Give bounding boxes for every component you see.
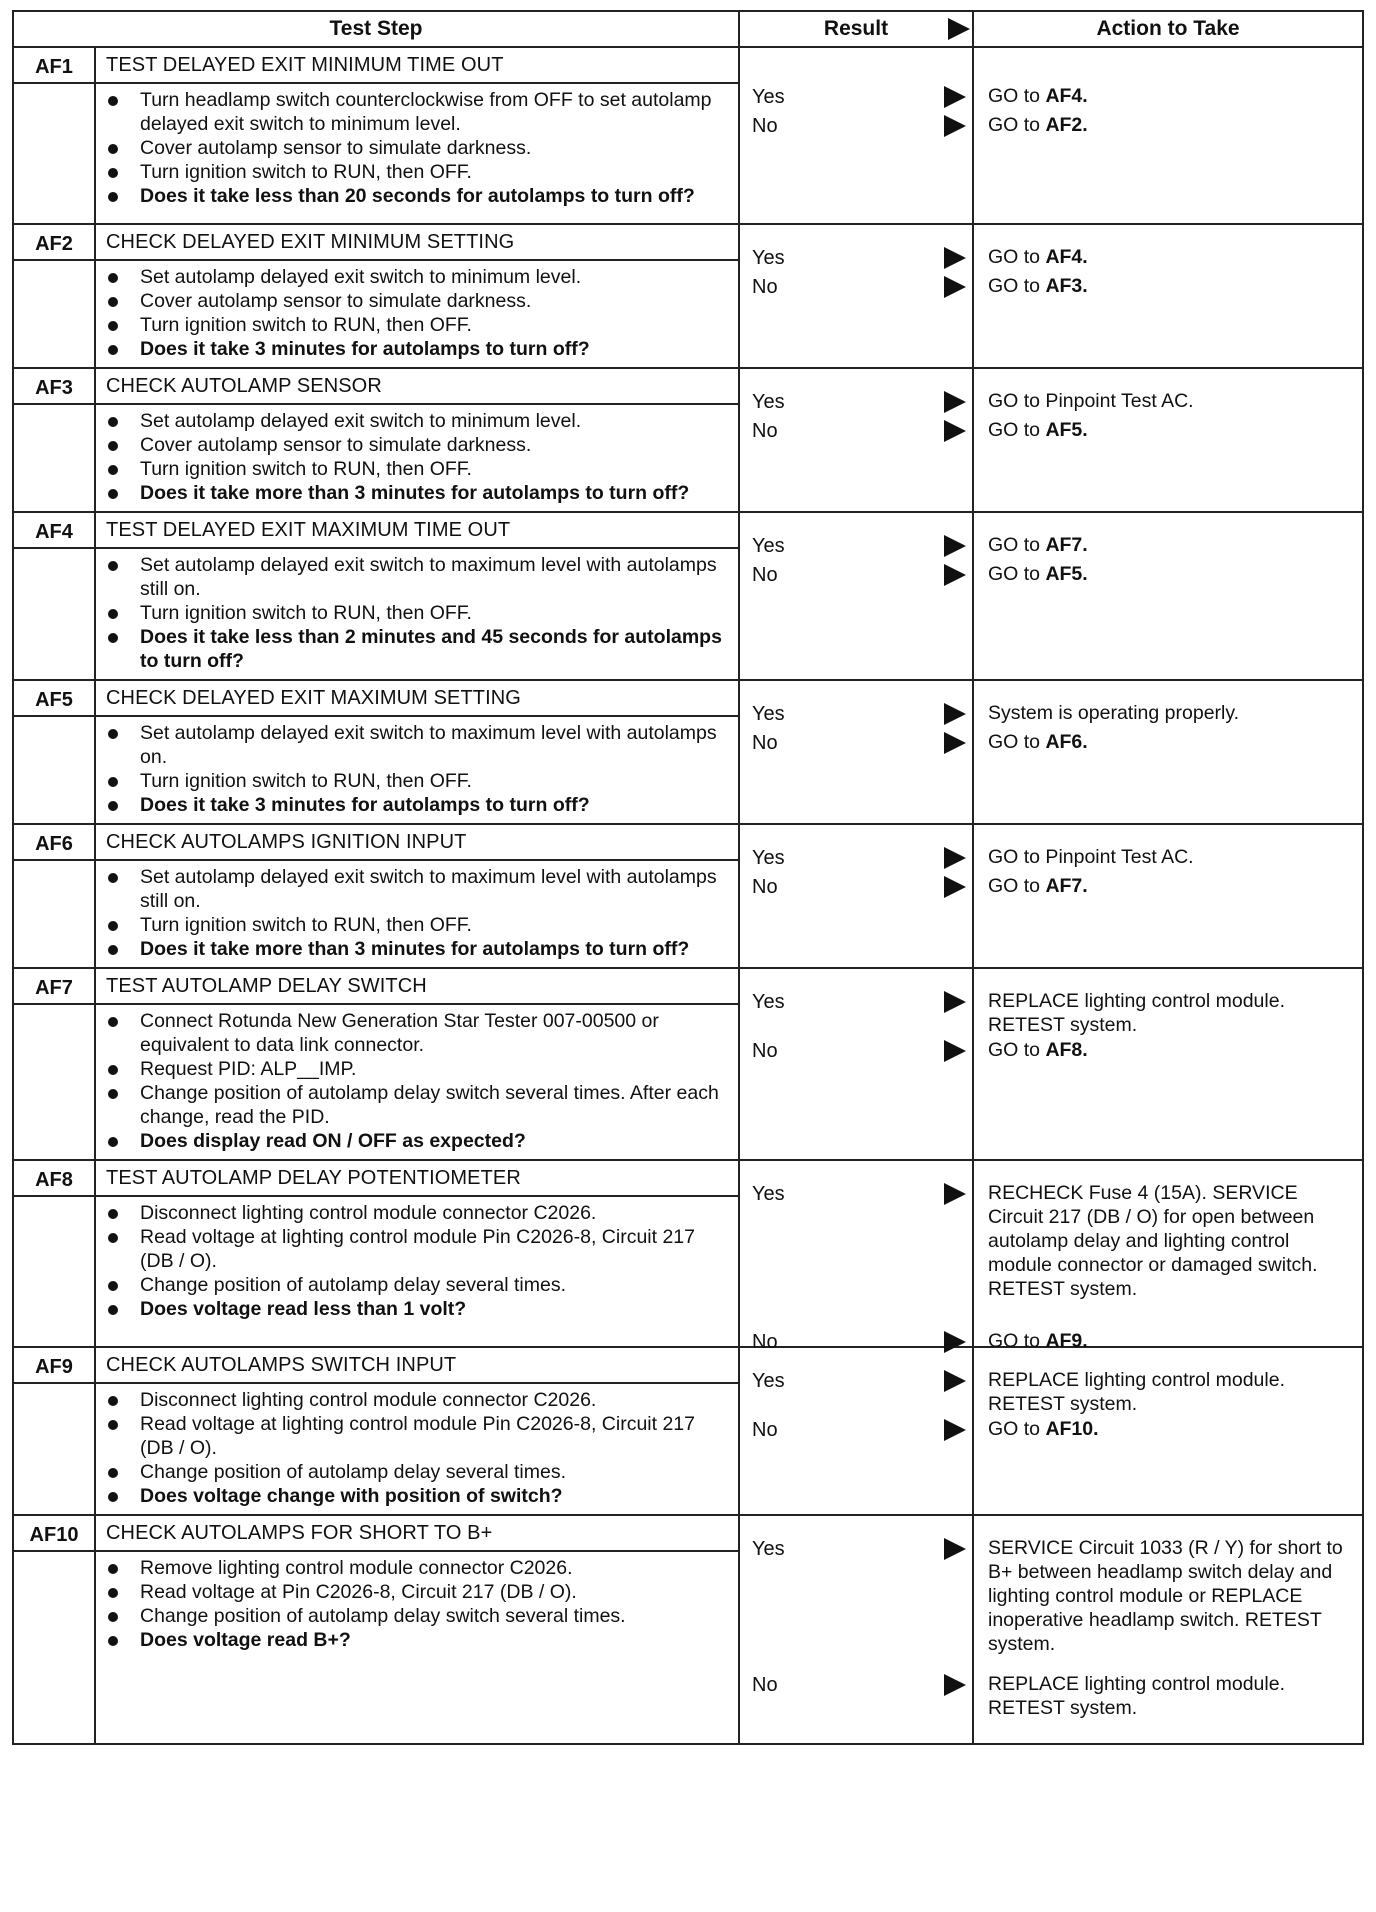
action-yes xyxy=(988,1181,1354,1301)
result-no-label: No xyxy=(752,1419,778,1441)
arrow-right-icon xyxy=(944,535,966,557)
step-title: CHECK DELAYED EXIT MAXIMUM SETTING xyxy=(96,681,738,717)
action-cell xyxy=(973,824,1363,968)
instruction-item: Connect Rotunda New Generation Star Tester 007-00500 or equivalent to data link connector. xyxy=(96,1009,728,1057)
arrow-right-icon xyxy=(944,876,966,898)
instruction-item: Set autolamp delayed exit switch to minimum level. xyxy=(96,409,728,433)
result-no-label: No xyxy=(752,276,778,298)
instruction-item: Turn ignition switch to RUN, then OFF. xyxy=(96,160,728,184)
instruction-item: Change position of autolamp delay switch several times. After each change, read the PID. xyxy=(96,1081,728,1129)
test-question: Does voltage read less than 1 volt? xyxy=(96,1297,728,1321)
result-yes-label: Yes xyxy=(752,703,785,725)
step-id-cell xyxy=(13,824,95,968)
instruction-list xyxy=(96,549,738,679)
action-no-step-ref: AF3. xyxy=(1045,275,1088,297)
result-no-label: No xyxy=(752,420,778,442)
pinpoint-test-table xyxy=(12,10,1364,1745)
action-no-text: GO to xyxy=(988,731,1046,753)
arrow-right-icon xyxy=(944,247,966,269)
step-id-cell xyxy=(13,968,95,1160)
test-step-row xyxy=(13,47,1363,224)
result-no xyxy=(752,420,968,450)
test-question: Does voltage read B+? xyxy=(96,1628,728,1652)
action-no xyxy=(988,562,1354,586)
result-yes xyxy=(752,1183,968,1213)
action-no-text: GO to xyxy=(988,1330,1046,1352)
step-body-cell xyxy=(95,47,739,224)
step-id: AF5 xyxy=(35,689,73,711)
instruction-item: Turn headlamp switch counterclockwise from OFF to set autolamp delayed exit switch to minimum level. xyxy=(96,88,728,136)
step-id: AF2 xyxy=(35,233,73,255)
arrow-right-icon xyxy=(944,1538,966,1560)
instruction-list xyxy=(96,261,738,367)
instruction-item: Cover autolamp sensor to simulate darkness. xyxy=(96,136,728,160)
action-yes-text: GO to Pinpoint Test AC. xyxy=(988,390,1194,412)
result-no-label: No xyxy=(752,1674,778,1696)
arrow-right-icon xyxy=(944,564,966,586)
result-cell xyxy=(739,1515,973,1744)
action-yes-step-ref: AF4. xyxy=(1045,85,1088,107)
result-no xyxy=(752,1674,968,1704)
instruction-item: Set autolamp delayed exit switch to maximum level with autolamps still on. xyxy=(96,553,728,601)
action-yes-text: REPLACE lighting control module. RETEST system. xyxy=(988,990,1285,1036)
diagnostic-sheet xyxy=(12,10,1362,1902)
arrow-right-icon xyxy=(944,847,966,869)
action-cell xyxy=(973,1160,1363,1352)
action-no xyxy=(988,1672,1354,1720)
result-cell xyxy=(739,47,973,224)
action-no xyxy=(988,1038,1354,1062)
result-yes-label: Yes xyxy=(752,847,785,869)
action-cell xyxy=(973,680,1363,824)
instruction-item: Change position of autolamp delay several times. xyxy=(96,1273,728,1297)
action-yes xyxy=(988,1368,1354,1416)
step-id-cell xyxy=(13,1160,95,1347)
test-step-row xyxy=(13,1160,1363,1347)
instruction-item: Disconnect lighting control module connector C2026. xyxy=(96,1201,728,1225)
result-yes-label: Yes xyxy=(752,535,785,557)
action-yes-step-ref: AF4. xyxy=(1045,246,1088,268)
action-cell xyxy=(973,512,1363,680)
action-yes-step-ref: AF7. xyxy=(1045,534,1088,556)
result-yes-label: Yes xyxy=(752,391,785,413)
action-no-step-ref: AF5. xyxy=(1045,563,1088,585)
arrow-right-icon xyxy=(944,1674,966,1696)
instruction-item: Set autolamp delayed exit switch to maximum level with autolamps still on. xyxy=(96,865,728,913)
action-yes xyxy=(988,1536,1354,1656)
action-no-step-ref: AF9. xyxy=(1045,1330,1088,1352)
step-title: CHECK AUTOLAMPS FOR SHORT TO B+ xyxy=(96,1516,738,1552)
result-yes-label: Yes xyxy=(752,1183,785,1205)
result-yes-label: Yes xyxy=(752,247,785,269)
action-yes-text: GO to xyxy=(988,534,1046,556)
instruction-item: Turn ignition switch to RUN, then OFF. xyxy=(96,457,728,481)
result-header-label: Result xyxy=(823,17,889,40)
instruction-item: Change position of autolamp delay several times. xyxy=(96,1460,728,1484)
test-question: Does it take more than 3 minutes for autolamps to turn off? xyxy=(96,481,728,505)
action-yes-text: GO to xyxy=(988,246,1046,268)
test-question: Does it take less than 2 minutes and 45 seconds for autolamps to turn off? xyxy=(96,625,728,673)
instruction-item: Read voltage at Pin C2026-8, Circuit 217 (DB / O). xyxy=(96,1580,728,1604)
result-cell xyxy=(739,368,973,512)
step-title: CHECK DELAYED EXIT MINIMUM SETTING xyxy=(96,225,738,261)
instruction-item: Read voltage at lighting control module Pin C2026-8, Circuit 217 (DB / O). xyxy=(96,1225,728,1273)
action-cell xyxy=(973,368,1363,512)
step-id-cell xyxy=(13,1515,95,1744)
arrow-right-icon xyxy=(944,391,966,413)
step-title: TEST DELAYED EXIT MINIMUM TIME OUT xyxy=(96,48,738,84)
action-cell xyxy=(973,968,1363,1160)
result-no xyxy=(752,876,968,906)
step-body-cell xyxy=(95,368,739,512)
result-yes xyxy=(752,1538,968,1568)
test-step-row xyxy=(13,824,1363,968)
step-body-cell xyxy=(95,1160,739,1347)
action-no-text: GO to xyxy=(988,1418,1046,1440)
result-yes xyxy=(752,991,968,1021)
instruction-item: Request PID: ALP__IMP. xyxy=(96,1057,728,1081)
action-no xyxy=(988,113,1354,137)
step-id-cell xyxy=(13,1347,95,1515)
step-id: AF3 xyxy=(35,377,73,399)
arrow-right-icon xyxy=(944,86,966,108)
result-cell xyxy=(739,824,973,968)
instruction-list xyxy=(96,861,738,967)
test-question: Does it take 3 minutes for autolamps to turn off? xyxy=(96,793,728,817)
step-id-cell xyxy=(13,512,95,680)
arrow-right-icon xyxy=(944,703,966,725)
action-no-text: REPLACE lighting control module. RETEST system. xyxy=(988,1673,1285,1719)
step-body-cell xyxy=(95,968,739,1160)
result-no xyxy=(752,732,968,762)
step-id: AF4 xyxy=(35,521,73,543)
result-no xyxy=(752,115,968,145)
instruction-item: Remove lighting control module connector C2026. xyxy=(96,1556,728,1580)
test-question: Does it take more than 3 minutes for autolamps to turn off? xyxy=(96,937,728,961)
instruction-list xyxy=(96,1197,738,1327)
action-yes xyxy=(988,84,1354,108)
result-cell xyxy=(739,1160,973,1353)
action-yes-text: GO to xyxy=(988,85,1046,107)
action-no-step-ref: AF10. xyxy=(1045,1418,1099,1440)
result-cell xyxy=(739,512,973,680)
step-id: AF9 xyxy=(35,1356,73,1378)
result-cell xyxy=(739,1347,973,1515)
step-body-cell xyxy=(95,680,739,824)
arrow-right-icon xyxy=(944,1370,966,1392)
test-steps-body xyxy=(13,47,1363,1744)
table-header-row xyxy=(13,11,1363,47)
instruction-list xyxy=(96,1005,738,1159)
step-id-cell xyxy=(13,368,95,512)
action-no xyxy=(988,418,1354,442)
result-yes xyxy=(752,535,968,565)
action-no-step-ref: AF6. xyxy=(1045,731,1088,753)
result-cell xyxy=(739,680,973,824)
step-body-cell xyxy=(95,224,739,368)
action-no-step-ref: AF7. xyxy=(1045,875,1088,897)
result-yes-label: Yes xyxy=(752,86,785,108)
instruction-item: Disconnect lighting control module connector C2026. xyxy=(96,1388,728,1412)
action-yes-text: System is operating properly. xyxy=(988,702,1240,724)
arrow-right-icon xyxy=(944,732,966,754)
test-step-row xyxy=(13,1347,1363,1515)
instruction-item: Turn ignition switch to RUN, then OFF. xyxy=(96,769,728,793)
action-yes xyxy=(988,533,1354,557)
result-yes-label: Yes xyxy=(752,1370,785,1392)
result-no xyxy=(752,276,968,306)
action-no xyxy=(988,1417,1354,1441)
test-question: Does it take less than 20 seconds for autolamps to turn off? xyxy=(96,184,728,208)
arrow-right-icon xyxy=(944,1183,966,1205)
step-id: AF8 xyxy=(35,1169,73,1191)
step-id-cell xyxy=(13,224,95,368)
action-yes xyxy=(988,845,1354,869)
instruction-list xyxy=(96,717,738,823)
instruction-item: Turn ignition switch to RUN, then OFF. xyxy=(96,913,728,937)
action-cell xyxy=(973,1515,1363,1744)
step-title: TEST AUTOLAMP DELAY SWITCH xyxy=(96,969,738,1005)
step-id-cell xyxy=(13,680,95,824)
result-yes xyxy=(752,86,968,116)
action-yes xyxy=(988,989,1354,1037)
test-question: Does voltage change with position of switch? xyxy=(96,1484,728,1508)
result-no-label: No xyxy=(752,1331,778,1353)
step-body-cell xyxy=(95,512,739,680)
action-yes-text: RECHECK Fuse 4 (15A). SERVICE Circuit 217 (DB / O) for open between autolamp delay and lighting control module connector or damaged switch. RETEST system. xyxy=(988,1182,1318,1300)
step-title: TEST AUTOLAMP DELAY POTENTIOMETER xyxy=(96,1161,738,1197)
test-step-header: Test Step xyxy=(13,11,739,47)
result-no-label: No xyxy=(752,564,778,586)
step-id: AF7 xyxy=(35,977,73,999)
step-id: AF10 xyxy=(29,1524,79,1546)
action-no-text: GO to xyxy=(988,419,1046,441)
result-yes xyxy=(752,391,968,421)
action-no-step-ref: AF5. xyxy=(1045,419,1088,441)
action-cell xyxy=(973,47,1363,224)
action-cell xyxy=(973,1347,1363,1515)
arrow-right-icon xyxy=(944,115,966,137)
result-header xyxy=(739,11,973,47)
action-yes xyxy=(988,245,1354,269)
action-no xyxy=(988,274,1354,298)
step-id: AF6 xyxy=(35,833,73,855)
arrow-right-icon xyxy=(944,1040,966,1062)
action-yes xyxy=(988,389,1354,413)
action-no xyxy=(988,730,1354,754)
test-step-row xyxy=(13,512,1363,680)
instruction-list xyxy=(96,405,738,511)
arrow-right-icon xyxy=(948,18,970,40)
arrow-right-icon xyxy=(944,1419,966,1441)
result-yes xyxy=(752,1370,968,1400)
arrow-right-icon xyxy=(944,276,966,298)
step-id-cell xyxy=(13,47,95,224)
instruction-item: Set autolamp delayed exit switch to maximum level with autolamps on. xyxy=(96,721,728,769)
instruction-list xyxy=(96,1384,738,1514)
action-no-text: GO to xyxy=(988,875,1046,897)
result-yes-label: Yes xyxy=(752,991,785,1013)
test-question: Does display read ON / OFF as expected? xyxy=(96,1129,728,1153)
result-no xyxy=(752,1419,968,1449)
result-yes xyxy=(752,847,968,877)
instruction-item: Turn ignition switch to RUN, then OFF. xyxy=(96,313,728,337)
result-no-label: No xyxy=(752,732,778,754)
action-no-text: GO to xyxy=(988,114,1046,136)
action-yes xyxy=(988,701,1354,725)
result-yes xyxy=(752,247,968,277)
test-step-row xyxy=(13,368,1363,512)
action-yes-text: GO to Pinpoint Test AC. xyxy=(988,846,1194,868)
action-no-text: GO to xyxy=(988,563,1046,585)
result-no-label: No xyxy=(752,115,778,137)
action-no-step-ref: AF8. xyxy=(1045,1039,1088,1061)
instruction-item: Read voltage at lighting control module Pin C2026-8, Circuit 217 (DB / O). xyxy=(96,1412,728,1460)
action-yes-text: REPLACE lighting control module. RETEST system. xyxy=(988,1369,1285,1415)
arrow-right-icon xyxy=(944,991,966,1013)
result-yes-label: Yes xyxy=(752,1538,785,1560)
instruction-list xyxy=(96,1552,738,1658)
test-step-row xyxy=(13,680,1363,824)
test-step-row xyxy=(13,968,1363,1160)
action-header: Action to Take xyxy=(973,11,1363,47)
result-no xyxy=(752,1040,968,1070)
action-yes-text: SERVICE Circuit 1033 (R / Y) for short to B+ between headlamp switch delay and lighting control module or REPLACE inoperative headlamp switch. RETEST system. xyxy=(988,1537,1343,1655)
step-title: CHECK AUTOLAMPS IGNITION INPUT xyxy=(96,825,738,861)
instruction-item: Change position of autolamp delay switch several times. xyxy=(96,1604,728,1628)
result-no xyxy=(752,564,968,594)
instruction-list xyxy=(96,84,738,214)
result-cell xyxy=(739,224,973,368)
step-body-cell xyxy=(95,1347,739,1515)
action-cell xyxy=(973,224,1363,368)
instruction-item: Cover autolamp sensor to simulate darkness. xyxy=(96,289,728,313)
arrow-right-icon xyxy=(944,420,966,442)
action-no xyxy=(988,874,1354,898)
result-no-label: No xyxy=(752,876,778,898)
step-id: AF1 xyxy=(35,56,73,78)
result-no-label: No xyxy=(752,1040,778,1062)
action-no-step-ref: AF2. xyxy=(1045,114,1088,136)
action-no-text: GO to xyxy=(988,1039,1046,1061)
result-cell xyxy=(739,968,973,1160)
step-title: TEST DELAYED EXIT MAXIMUM TIME OUT xyxy=(96,513,738,549)
step-body-cell xyxy=(95,1515,739,1744)
test-step-row xyxy=(13,1515,1363,1744)
step-body-cell xyxy=(95,824,739,968)
instruction-item: Cover autolamp sensor to simulate darkness. xyxy=(96,433,728,457)
step-title: CHECK AUTOLAMPS SWITCH INPUT xyxy=(96,1348,738,1384)
action-no-text: GO to xyxy=(988,275,1046,297)
result-yes xyxy=(752,703,968,733)
test-question: Does it take 3 minutes for autolamps to turn off? xyxy=(96,337,728,361)
step-title: CHECK AUTOLAMP SENSOR xyxy=(96,369,738,405)
test-step-row xyxy=(13,224,1363,368)
instruction-item: Turn ignition switch to RUN, then OFF. xyxy=(96,601,728,625)
instruction-item: Set autolamp delayed exit switch to minimum level. xyxy=(96,265,728,289)
